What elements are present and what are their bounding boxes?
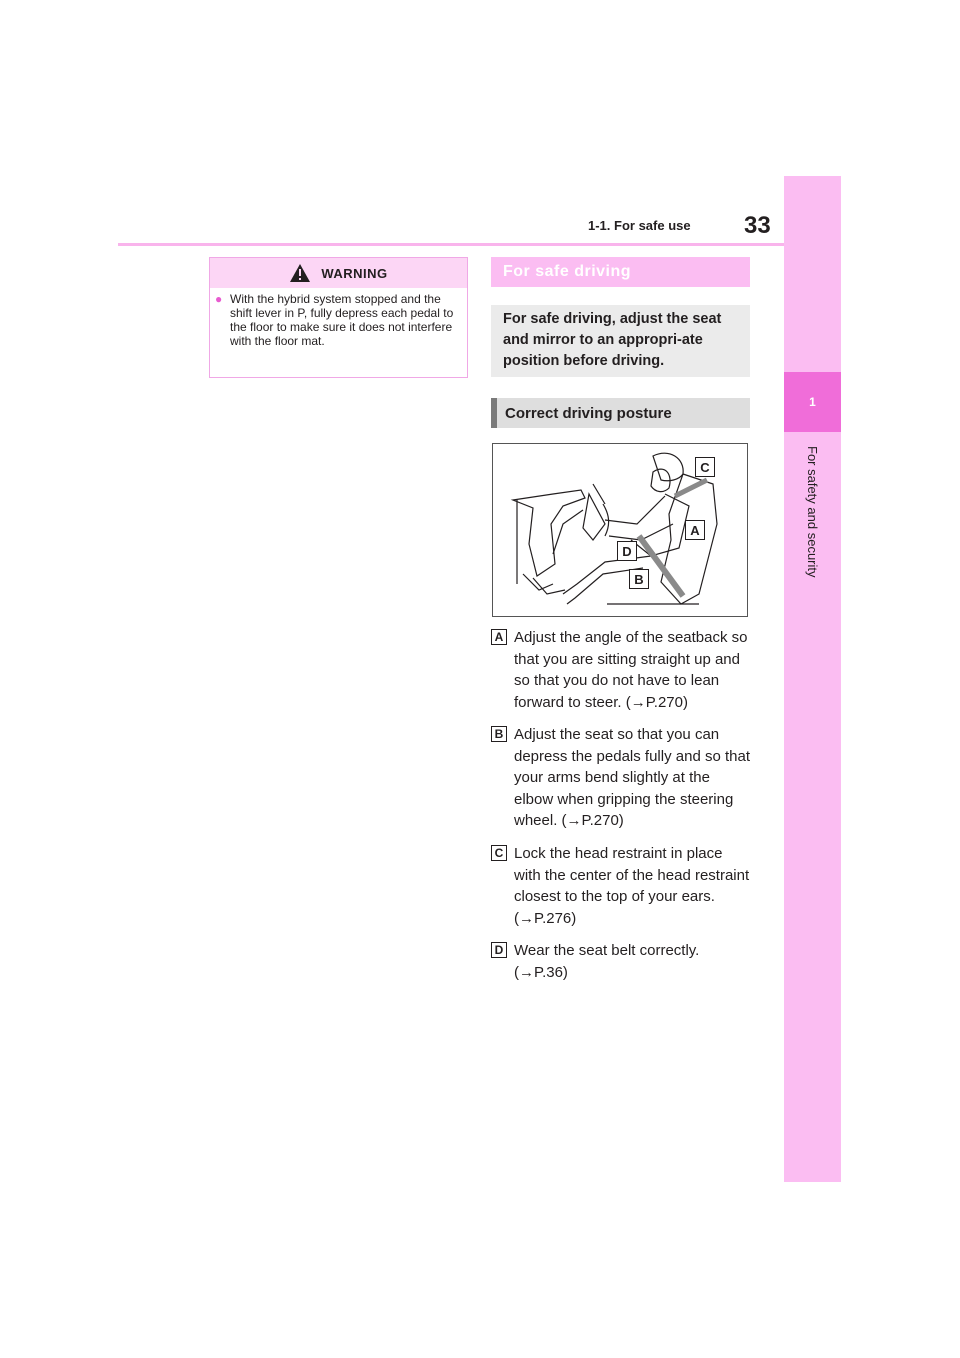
warning-header [210, 258, 467, 288]
item-text: Adjust the angle of the seatback so that you are sitting straight up and so that you do not have to lean forward to steer. (→P.270) [514, 629, 748, 711]
bullet-icon: ● [215, 292, 223, 306]
warning-title: WARNING [321, 265, 388, 281]
item-text: Lock the head restraint in place with the center of the head restraint closest to the top of your ears. (→P.276) [514, 845, 750, 927]
callout-b: B [629, 569, 649, 589]
warning-triangle-icon [289, 263, 311, 283]
item-letter: A [491, 629, 507, 645]
item-letter: C [491, 845, 507, 861]
warning-text: With the hybrid system stopped and the shift lever in P, fully depress each pedal to the floor to make sure it does not interfere with the floor mat. [230, 292, 454, 348]
chapter-label: For safety and security [805, 446, 820, 578]
item-letter: B [491, 726, 507, 742]
section-title: For safe driving [491, 257, 750, 287]
item-text: Wear the seat belt correctly. (→P.36) [514, 942, 700, 981]
chapter-label-wrap [784, 446, 841, 596]
item-text: Adjust the seat so that you can depress the pedals fully and so that your arms bend slightly at the elbow when gripping the steering wheel. (→P.270) [514, 726, 750, 830]
chapter-number: 1 [784, 372, 841, 432]
intro-text: For safe driving, adjust the seat and mirror to an appropri-ate position before driving. [491, 305, 750, 377]
driving-posture-illustration [492, 443, 748, 617]
warning-item [210, 288, 467, 348]
callout-c: C [695, 457, 715, 477]
page-number: 33 [744, 212, 771, 239]
callout-a: A [685, 520, 705, 540]
callout-d: D [617, 541, 637, 561]
header-divider [118, 243, 784, 246]
subsection-title: Correct driving posture [491, 398, 750, 428]
chapter-side-tab [784, 176, 841, 1182]
section-header: 1-1. For safe use [588, 218, 691, 233]
item-letter: D [491, 942, 507, 958]
warning-box [209, 257, 468, 378]
